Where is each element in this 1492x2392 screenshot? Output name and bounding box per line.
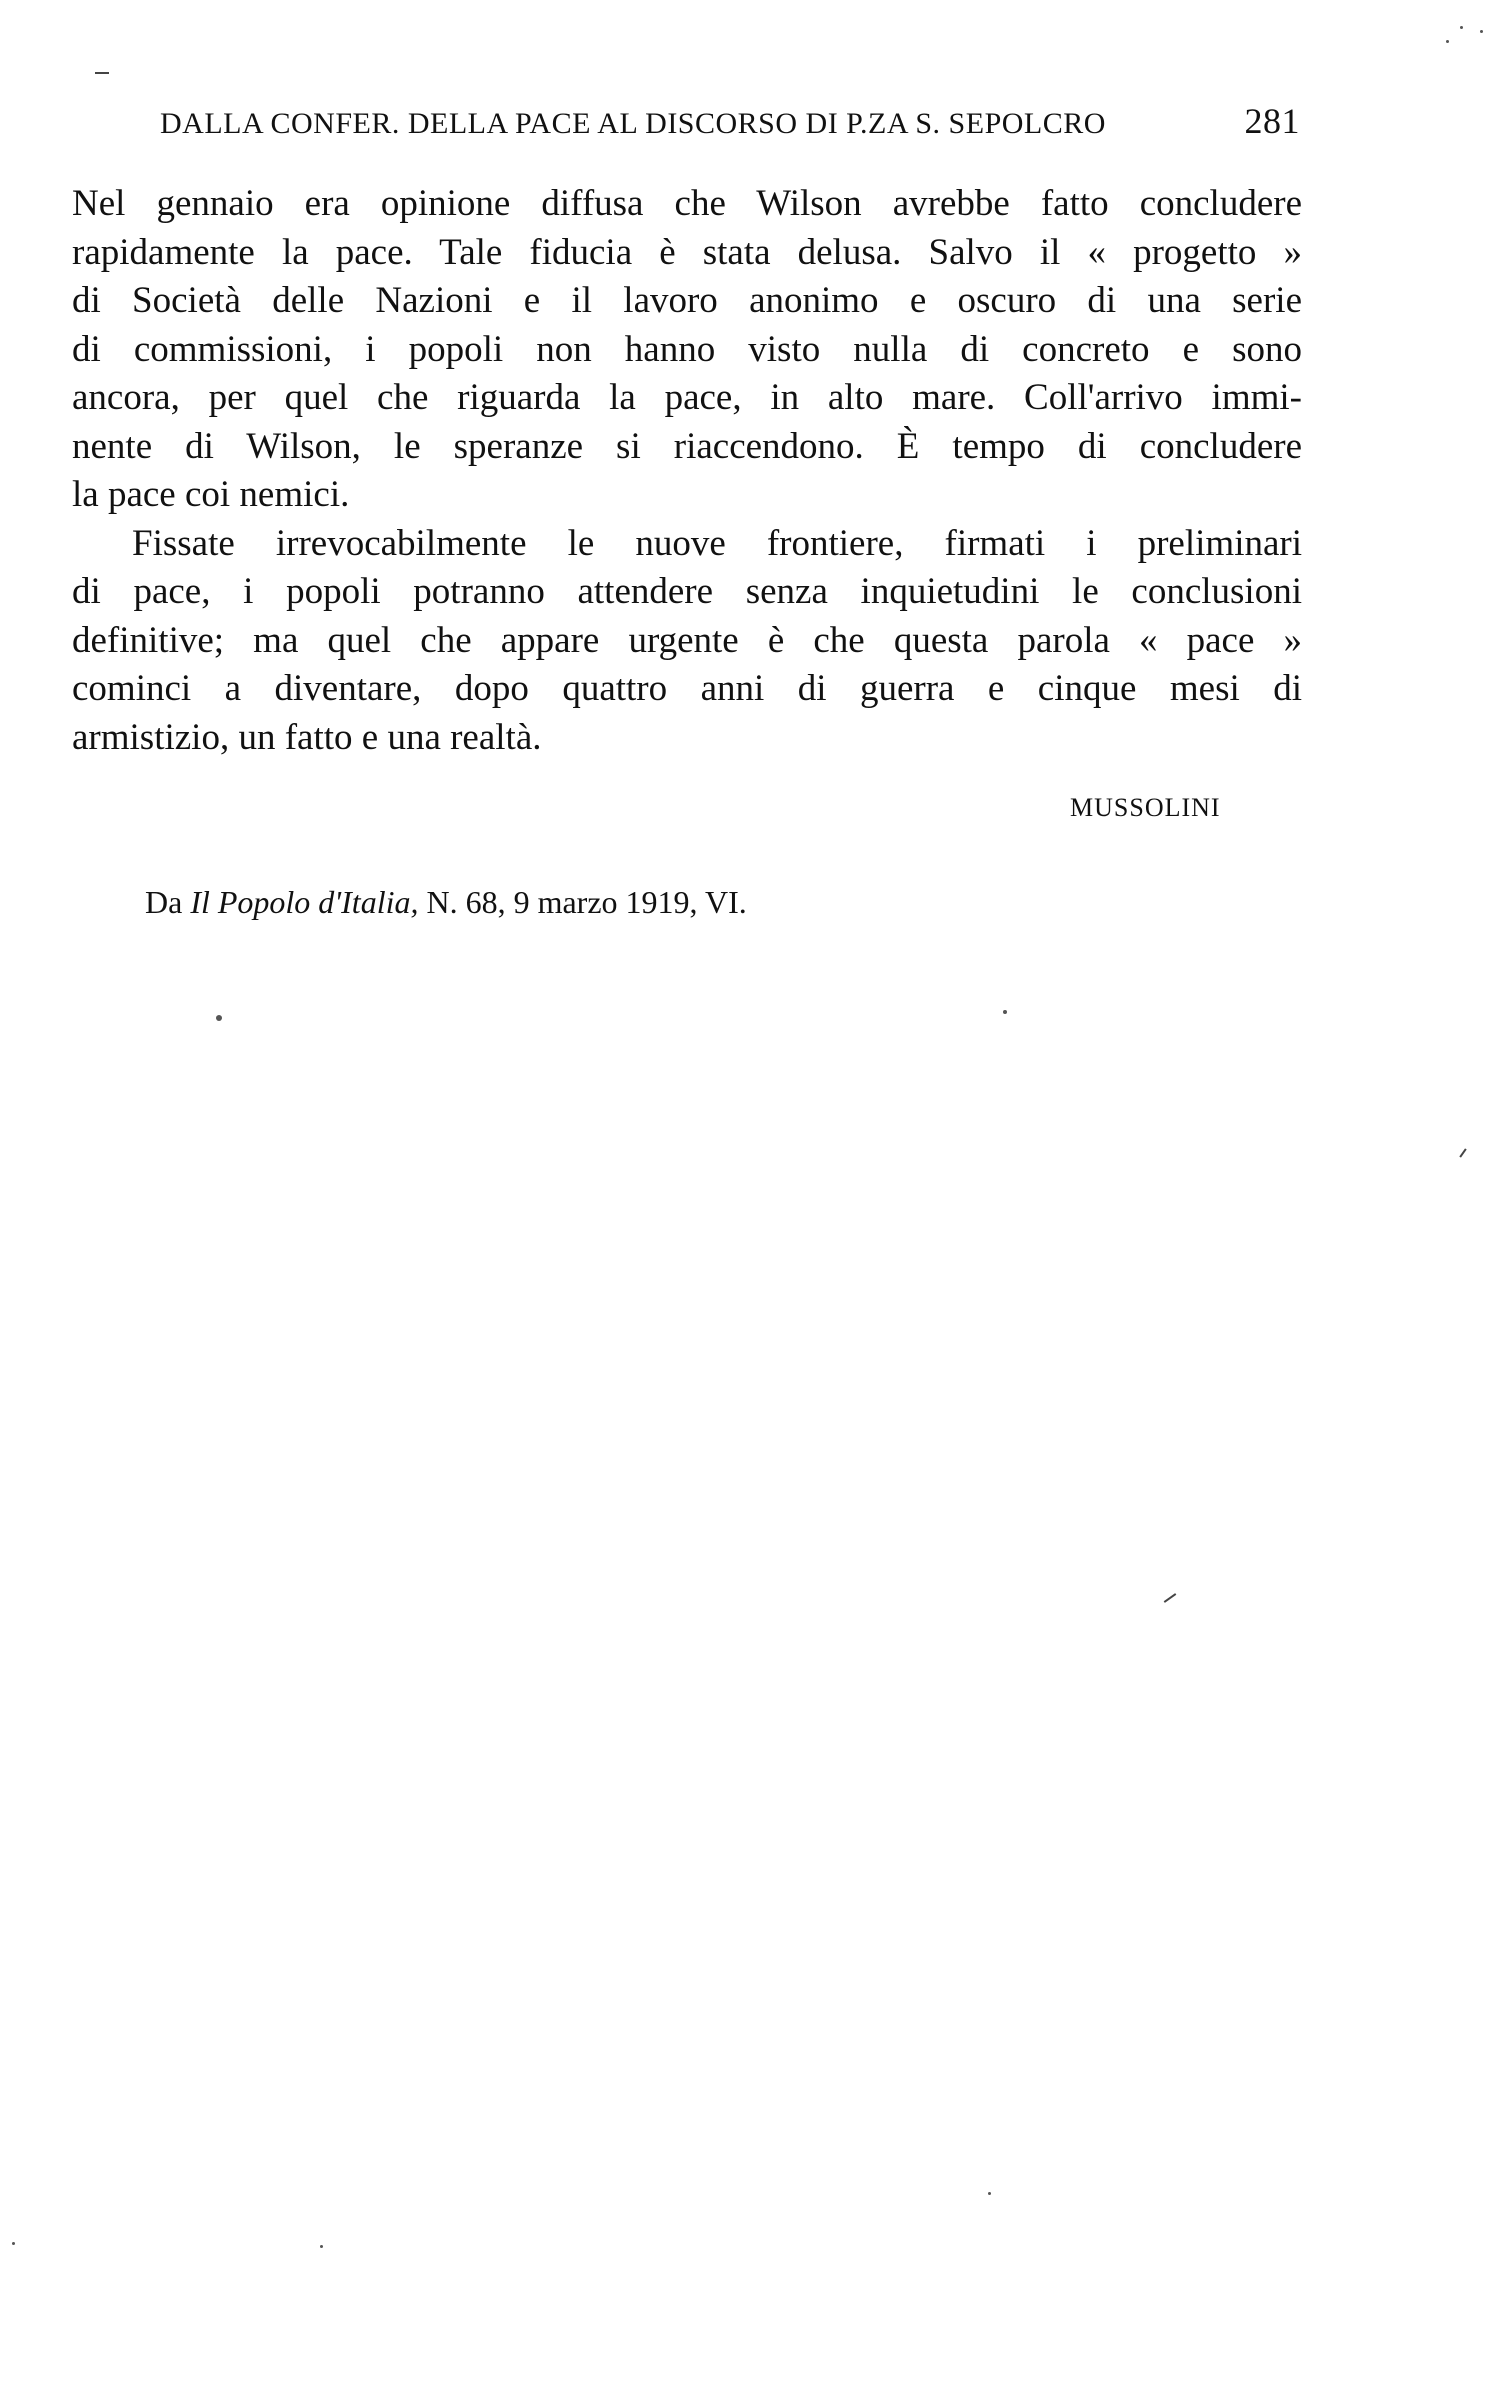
running-header <box>160 100 1300 142</box>
paragraph-1 <box>72 180 1302 520</box>
scan-mark <box>1164 1593 1177 1603</box>
header-title: DALLA CONFER. DELLA PACE AL DISCORSO DI P.ZA S. SEPOLCRO <box>160 107 1106 140</box>
text-line: cominci a diventare, dopo quattro anni di guerra e cinque mesi di <box>72 668 1302 709</box>
scan-speck <box>216 1015 222 1021</box>
scan-mark <box>1459 1148 1466 1157</box>
text-line: Fissate irrevocabilmente le nuove frontiere, firmati i preliminari <box>132 522 1302 564</box>
scan-speck <box>1460 26 1463 29</box>
source-details: N. 68, 9 marzo 1919, VI. <box>426 884 747 920</box>
source-citation <box>145 884 747 921</box>
scan-speck <box>12 2242 15 2245</box>
text-line: di Società delle Nazioni e il lavoro anonimo e oscuro di una serie <box>72 280 1302 321</box>
text-line: di pace, i popoli potranno attendere senza inquietudini le conclusioni <box>72 571 1302 612</box>
text-line: di commissioni, i popoli non hanno visto nulla di concreto e sono <box>72 328 1302 370</box>
article-body <box>72 180 1302 762</box>
scan-speck <box>1446 40 1449 43</box>
text-line: rapidamente la pace. Tale fiducia è stata delusa. Salvo il « progetto » <box>72 231 1302 273</box>
paragraph-2 <box>72 520 1302 763</box>
page-number: 281 <box>1244 101 1300 141</box>
publication-title: Il Popolo d'Italia, <box>190 884 419 920</box>
text-line: definitive; ma quel che appare urgente è che questa parola « pace » <box>72 619 1302 661</box>
source-prefix: Da <box>145 884 183 920</box>
scan-mark <box>95 72 109 74</box>
scan-speck <box>988 2192 991 2195</box>
scan-speck <box>1003 1010 1007 1014</box>
text-line: Nel gennaio era opinione diffusa che Wilson avrebbe fatto concludere <box>72 183 1302 224</box>
text-line: nente di Wilson, le speranze si riaccendono. È tempo di concludere <box>72 425 1302 467</box>
text-line: la pace coi nemici. <box>72 474 350 515</box>
scan-speck <box>1480 30 1483 33</box>
text-line: ancora, per quel che riguarda la pace, in alto mare. Coll'arrivo immi- <box>72 377 1302 418</box>
text-line: armistizio, un fatto e una realtà. <box>72 716 542 758</box>
author-signature: MUSSOLINI <box>1070 793 1221 822</box>
scan-speck <box>320 2245 323 2248</box>
